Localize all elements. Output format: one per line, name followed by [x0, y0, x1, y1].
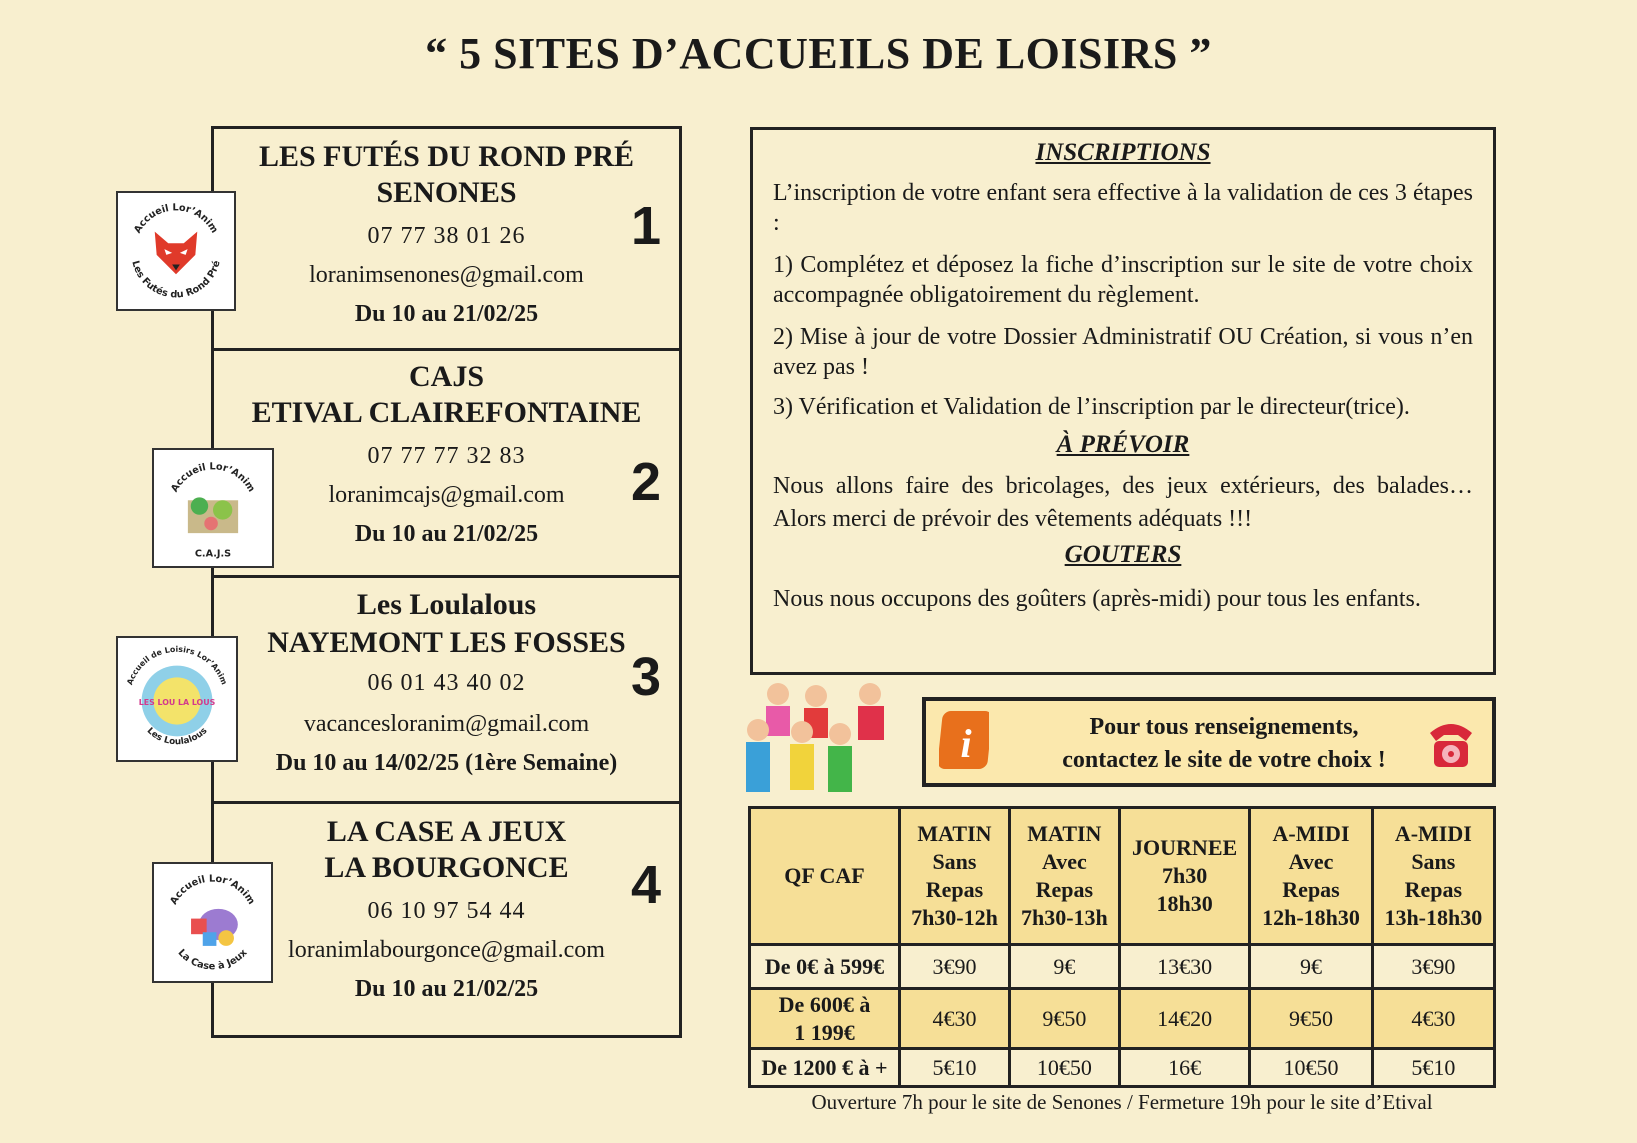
table-row [750, 1049, 1495, 1087]
site-name-line1: CAJS [408, 360, 484, 393]
price-cell: 9€50 [1250, 989, 1372, 1049]
price-cell: 13€30 [1119, 945, 1250, 989]
site-name-line2: NAYEMONT LES FOSSES [267, 626, 626, 659]
site-email: loranimlabourgonce@gmail.com [288, 937, 605, 963]
svg-text:Les Futés du Rond Pré: Les Futés du Rond Pré [129, 259, 223, 301]
contact-line-1: Pour tous renseignements, [1089, 714, 1359, 740]
site-number: 4 [630, 855, 661, 915]
site-1 [214, 129, 679, 351]
gouters-text: Nous nous occupons des goûters (après-midi) pour tous les enfants. [773, 586, 1421, 612]
header-journee: JOURNEE 7h30 18h30 [1119, 808, 1250, 945]
site-dates: Du 10 au 21/02/25 [354, 521, 539, 547]
svg-text:LES LOU LA LOUS: LES LOU LA LOUS [138, 697, 216, 707]
site-name-line2: SENONES [376, 176, 517, 209]
inscriptions-intro: L’inscription de votre enfant sera effective à la validation de ces 3 étapes : [773, 180, 1473, 236]
table-header-row [750, 808, 1495, 945]
price-cell: 10€50 [1250, 1049, 1372, 1087]
row-label: De 1200 € à + [750, 1049, 900, 1087]
site-3 [214, 578, 679, 804]
svg-text:C.A.J.S: C.A.J.S [194, 548, 232, 560]
svg-text:Accueil Lor’Anim: Accueil Lor’Anim [168, 873, 257, 907]
price-cell: 3€90 [900, 945, 1010, 989]
row-label: De 0€ à 599€ [750, 945, 900, 989]
price-cell: 3€90 [1372, 945, 1494, 989]
cajs-logo-icon [154, 450, 272, 566]
site-phone: 07 77 77 32 83 [367, 443, 526, 469]
header-qf-caf: QF CAF [750, 808, 900, 945]
table-row [750, 989, 1495, 1049]
fox-logo [116, 191, 236, 311]
site-name-line1: Les Loulalous [356, 588, 537, 621]
site-2 [214, 351, 679, 578]
site-dates: Du 10 au 21/02/25 [354, 301, 539, 327]
prevoir-text: Nous allons faire des bricolages, des jeux extérieurs, des balades… Alors merci de prévoir des vêtements adéquats !!! [773, 473, 1473, 532]
cajs-logo [152, 448, 274, 568]
loulalous-logo-icon [118, 638, 236, 760]
footer-note: Ouverture 7h pour le site de Senones / Fermeture 19h pour le site d’Etival [811, 1090, 1433, 1114]
header-matin-sans-repas: MATIN Sans Repas 7h30-12h [900, 808, 1010, 945]
svg-text:i: i [960, 721, 972, 766]
page-title: “ 5 SITES D’ACCUEILS DE LOISIRS ” [425, 29, 1212, 78]
site-phone: 06 01 43 40 02 [367, 670, 526, 696]
contact-line-2: contactez le site de votre choix ! [1062, 747, 1386, 773]
inscription-step-2: 2) Mise à jour de votre Dossier Administratif OU Création, si vous n’en avez pas ! [773, 324, 1473, 380]
site-dates: Du 10 au 14/02/25 (1ère Semaine) [275, 750, 618, 776]
price-cell: 16€ [1119, 1049, 1250, 1087]
site-phone: 06 10 97 54 44 [367, 898, 526, 924]
fox-logo-icon [118, 193, 234, 309]
site-number: 3 [630, 647, 661, 707]
case-a-jeux-logo [152, 862, 273, 983]
site-email: vacancesloranim@gmail.com [303, 711, 590, 737]
site-4 [214, 804, 679, 1035]
info-icon [939, 711, 989, 769]
site-phone: 07 77 38 01 26 [367, 223, 526, 249]
site-name-line1: LA CASE A JEUX [326, 815, 567, 848]
row-label: De 600€ à 1 199€ [750, 989, 900, 1049]
price-cell: 4€30 [1372, 989, 1494, 1049]
price-cell: 9€50 [1009, 989, 1119, 1049]
price-cell: 4€30 [900, 989, 1010, 1049]
sites-column [211, 126, 682, 1038]
inscription-step-3: 3) Vérification et Validation de l’inscription par le directeur(trice). [773, 394, 1410, 420]
header-amidi-avec-repas: A-MIDI Avec Repas 12h-18h30 [1250, 808, 1372, 945]
children-illustration [720, 680, 920, 810]
svg-text:Accueil Lor’Anim: Accueil Lor’Anim [169, 461, 257, 495]
contact-banner [922, 697, 1496, 787]
svg-text:Accueil Lor’Anim: Accueil Lor’Anim [132, 202, 220, 236]
header-amidi-sans-repas: A-MIDI Sans Repas 13h-18h30 [1372, 808, 1494, 945]
site-number: 2 [630, 452, 661, 512]
svg-text:La Case à Jeux: La Case à Jeux [175, 947, 250, 973]
price-cell: 14€20 [1119, 989, 1250, 1049]
price-cell: 10€50 [1009, 1049, 1119, 1087]
site-name-line2: LA BOURGONCE [324, 851, 569, 884]
pricing-table [748, 806, 1496, 1088]
price-cell: 5€10 [1372, 1049, 1494, 1087]
info-box [750, 127, 1496, 675]
svg-text:Les Loulalous: Les Loulalous [144, 726, 210, 748]
phone-icon [1420, 711, 1482, 773]
table-row [750, 945, 1495, 989]
site-email: loranimcajs@gmail.com [328, 482, 565, 508]
loulalous-logo [116, 636, 238, 762]
price-cell: 9€ [1009, 945, 1119, 989]
case-a-jeux-logo-icon [154, 864, 271, 981]
site-email: loranimsenones@gmail.com [309, 262, 584, 288]
header-matin-avec-repas: MATIN Avec Repas 7h30-13h [1009, 808, 1119, 945]
site-name-line1: LES FUTÉS DU ROND PRÉ [258, 140, 635, 173]
svg-text:Accueil de Loisirs Lor’Anim: Accueil de Loisirs Lor’Anim [125, 644, 229, 687]
price-cell: 5€10 [900, 1049, 1010, 1087]
inscriptions-heading: INSCRIPTIONS [1035, 139, 1211, 166]
gouters-heading: GOUTERS [1064, 541, 1182, 568]
price-cell: 9€ [1250, 945, 1372, 989]
prevoir-heading: À PRÉVOIR [1056, 431, 1190, 458]
site-dates: Du 10 au 21/02/25 [354, 976, 539, 1002]
site-name-line2: ETIVAL CLAIREFONTAINE [251, 396, 642, 429]
site-number: 1 [630, 196, 661, 256]
inscription-step-1: 1) Complétez et déposez la fiche d’inscription sur le site de votre choix accompagnée obligatoirement du règlement. [773, 252, 1473, 308]
